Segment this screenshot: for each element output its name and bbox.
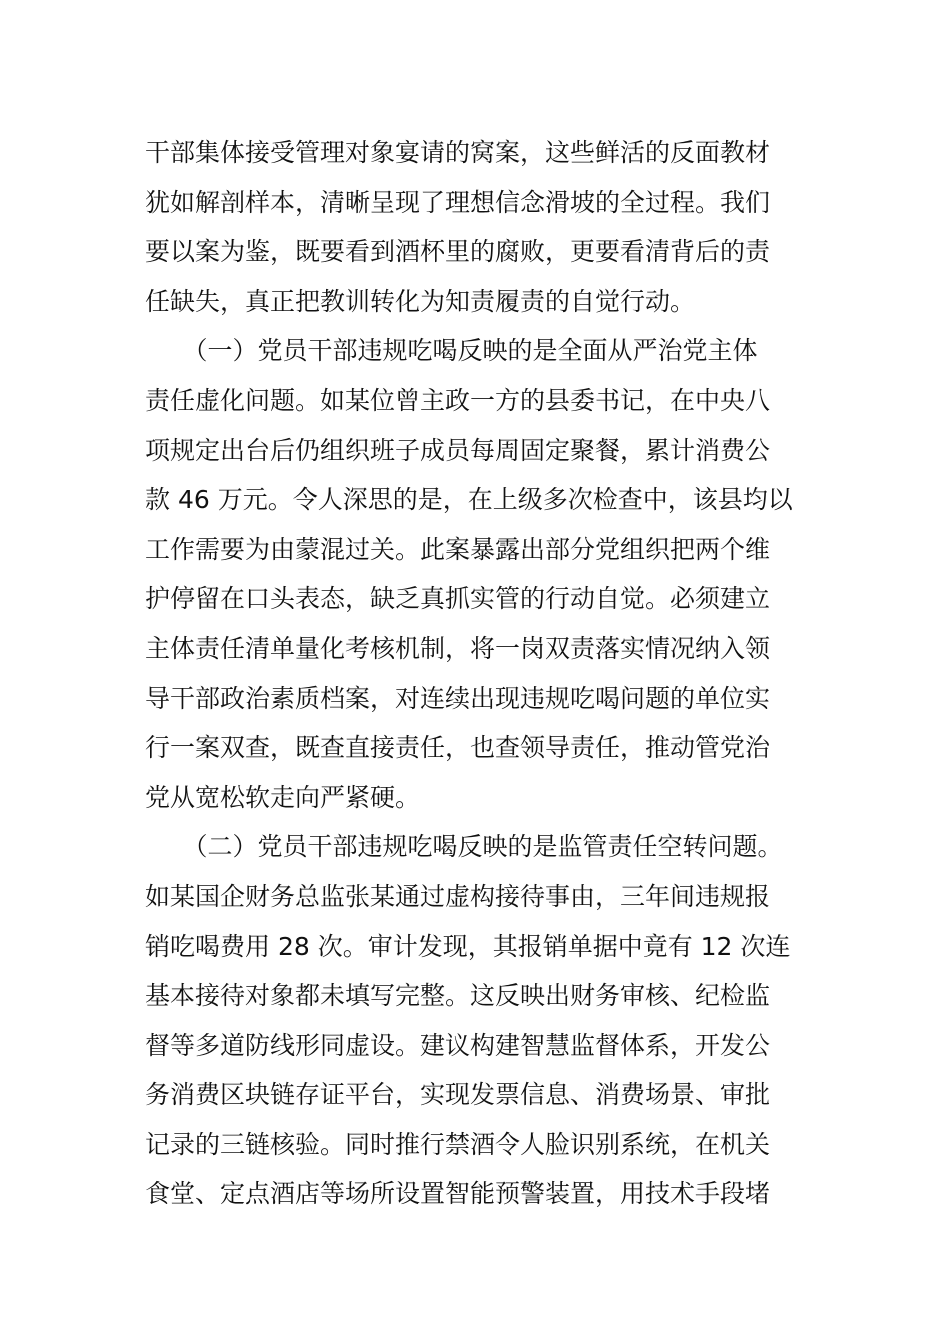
text-line: 食堂、定点酒店等场所设置智能预警装置，用技术手段堵 (145, 1179, 771, 1209)
text-line: 党从宽松软走向严紧硬。 (145, 782, 421, 812)
text-line: 责任虚化问题。如某位曾主政一方的县委书记，在中央八 (145, 385, 771, 415)
text-line: 务消费区块链存证平台，实现发票信息、消费场景、审批 (145, 1080, 771, 1110)
text-line: 要以案为鉴，既要看到酒杯里的腐败，更要看清背后的责 (145, 237, 771, 267)
paragraph-1 (145, 128, 825, 326)
text-line: 护停留在口头表态，缺乏真抓实管的行动自觉。必须建立 (145, 584, 771, 614)
text-line: 工作需要为由蒙混过关。此案暴露出部分党组织把两个维 (145, 534, 771, 564)
text-line: 主体责任清单量化考核机制，将一岗双责落实情况纳入领 (145, 633, 771, 663)
text-line: 款 46 万元。令人深思的是，在上级多次检查中，该县均以 (145, 485, 793, 515)
text-line: （二）党员干部违规吃喝反映的是监管责任空转问题。 (145, 832, 783, 862)
text-line: 干部集体接受管理对象宴请的窝案，这些鲜活的反面教材 (145, 138, 771, 167)
text-line: 任缺失，真正把教训转化为知责履责的自觉行动。 (145, 286, 696, 316)
paragraph-3 (145, 822, 825, 1219)
text-line: 项规定出台后仍组织班子成员每周固定聚餐，累计消费公 (145, 435, 771, 465)
text-line: 导干部政治素质档案，对连续出现违规吃喝问题的单位实 (145, 683, 771, 713)
text-line: 犹如解剖样本，清晰呈现了理想信念滑坡的全过程。我们 (145, 187, 771, 217)
text-line: 记录的三链核验。同时推行禁酒令人脸识别系统，在机关 (145, 1129, 771, 1159)
text-line: 督等多道防线形同虚设。建议构建智慧监督体系，开发公 (145, 1030, 771, 1060)
text-line: （一）党员干部违规吃喝反映的是全面从严治党主体 (145, 336, 758, 366)
document-body (145, 128, 825, 1219)
paragraph-2 (145, 326, 825, 822)
text-line: 基本接待对象都未填写完整。这反映出财务审核、纪检监 (145, 981, 771, 1011)
text-line: 如某国企财务总监张某通过虚构接待事由，三年间违规报 (145, 881, 771, 911)
text-line: 销吃喝费用 28 次。审计发现，其报销单据中竟有 12 次连 (145, 931, 791, 961)
text-line: 行一案双查，既查直接责任，也查领导责任，推动管党治 (145, 733, 771, 763)
